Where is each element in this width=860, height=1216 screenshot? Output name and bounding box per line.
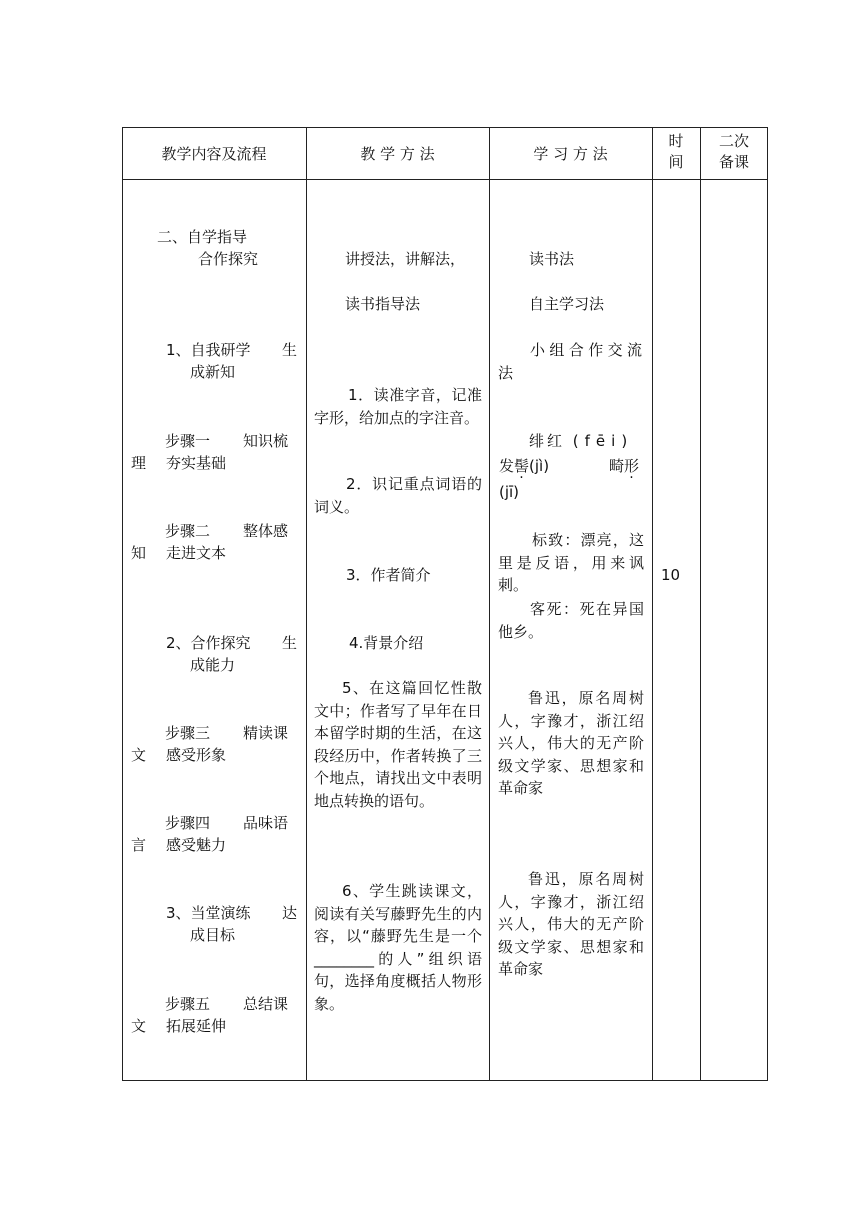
vocab-3-dotted-char: 形 (624, 457, 640, 475)
step3-title: 精读课 (243, 724, 289, 742)
header-teaching-method: 教 学 方 法 (360, 145, 435, 163)
vocab-5: 客死：死在异国他乡。 (498, 600, 644, 641)
vocab-2-prefix: 发 (499, 457, 515, 475)
header-divider (122, 179, 768, 180)
step2-title-end: 知 (131, 544, 147, 562)
header-second-prep (700, 131, 768, 173)
part3-heading-end: 达 (282, 904, 298, 922)
column-divider (489, 127, 490, 1081)
teaching-item-5: 5、在这篇回忆性散文中；作者写了早年在日本留学时期的生活，在这段经历中，作者转换了三个地点，请找出文中表明地点转换的语句。 (314, 679, 482, 810)
header-time-line1: 时 (668, 132, 684, 150)
step1-title: 知识梳 (243, 432, 289, 450)
column-divider (306, 127, 307, 1081)
step5-subtitle: 拓展延伸 (166, 1017, 227, 1035)
step2-subtitle: 走进文本 (166, 544, 227, 562)
vocab-2-pinyin: (jì) (529, 457, 550, 475)
time-value: 10 (661, 566, 681, 584)
vocab-1-word: 绯红 (529, 432, 566, 450)
learning-method-1: 读书法 (529, 250, 575, 268)
vocab-3-prefix: 畸 (609, 457, 625, 475)
step1-subtitle: 夯实基础 (166, 454, 227, 472)
teaching-item-3: 3．作者简介 (346, 566, 431, 584)
step1-title-end: 理 (131, 454, 147, 472)
part1-heading-cont: 成新知 (190, 363, 236, 381)
header-content-flow: 教学内容及流程 (161, 145, 267, 163)
fill-in-blank: ________ (314, 949, 374, 968)
step5-title: 总结课 (243, 995, 289, 1013)
step3-subtitle: 感受形象 (166, 746, 227, 764)
vocab-3 (609, 455, 639, 477)
vocab-4: 标致：漂亮，这里是反语，用来讽刺。 (498, 531, 644, 594)
teaching-item-4: 4.背景介绍 (349, 634, 424, 652)
column-divider (652, 127, 653, 1081)
teaching-item-1: 1．读准字音，记准字形，给加点的字注音。 (314, 386, 482, 427)
header-time (652, 131, 700, 173)
vocab-2 (499, 455, 549, 477)
step2-title: 整体感 (243, 522, 289, 540)
learning-method-3: 小组合作交流法 (498, 341, 644, 382)
teaching-item-6-text: 6、学生跳读课文，阅读有关写藤野先生的内容，以“藤野先生是一个 (314, 882, 482, 945)
part2-heading-end: 生 (282, 634, 298, 652)
teaching-item-6 (314, 880, 482, 1015)
step4-title: 品味语 (243, 814, 289, 832)
author-bio-1: 鲁迅，原名周树人，字豫才，浙江绍兴人，伟大的无产阶级文学家、思想家和革命家 (498, 689, 644, 797)
step2-label: 步骤二 (165, 522, 211, 540)
vocab-1 (529, 430, 633, 452)
step3-label: 步骤三 (165, 724, 211, 742)
learning-method-2: 自主学习法 (529, 295, 605, 313)
header-time-line2: 间 (668, 153, 684, 171)
part1-heading: 1、自我研学 (166, 341, 251, 359)
step4-label: 步骤四 (165, 814, 211, 832)
vocab-2-dotted-char: 髻 (514, 457, 530, 475)
teaching-item-2: 2．识记重点词语的词义。 (314, 475, 482, 516)
section-title: 二、自学指导 (157, 228, 248, 246)
teaching-method-2: 读书指导法 (345, 295, 421, 313)
step3-title-end: 文 (131, 746, 147, 764)
part2-heading: 2、合作探究 (166, 634, 251, 652)
step5-title-end: 文 (131, 1017, 147, 1035)
part3-heading-cont: 成目标 (190, 926, 236, 944)
header-learning-method: 学 习 方 法 (533, 145, 608, 163)
column-divider (700, 127, 701, 1081)
step4-title-end: 言 (131, 836, 147, 854)
step1-label: 步骤一 (165, 432, 211, 450)
teaching-item-6-text-end: 的人”组织语句，选择角度概括人物形象。 (314, 949, 482, 1013)
vocab-1-pinyin: (fēi) (572, 432, 634, 450)
part1-heading-end: 生 (282, 341, 298, 359)
step4-subtitle: 感受魅力 (166, 836, 227, 854)
part3-heading: 3、当堂演练 (166, 904, 251, 922)
section-subtitle: 合作探究 (198, 250, 259, 268)
part2-heading-cont: 成能力 (190, 656, 236, 674)
teaching-method-1: 讲授法，讲解法， (345, 250, 466, 268)
header-second-prep-line2: 备课 (718, 153, 749, 171)
step5-label: 步骤五 (165, 995, 211, 1013)
vocab-3-pinyin: (jī) (499, 483, 520, 501)
header-second-prep-line1: 二次 (718, 132, 749, 150)
author-bio-2: 鲁迅，原名周树人，字豫才，浙江绍兴人，伟大的无产阶级文学家、思想家和革命家 (498, 870, 644, 978)
